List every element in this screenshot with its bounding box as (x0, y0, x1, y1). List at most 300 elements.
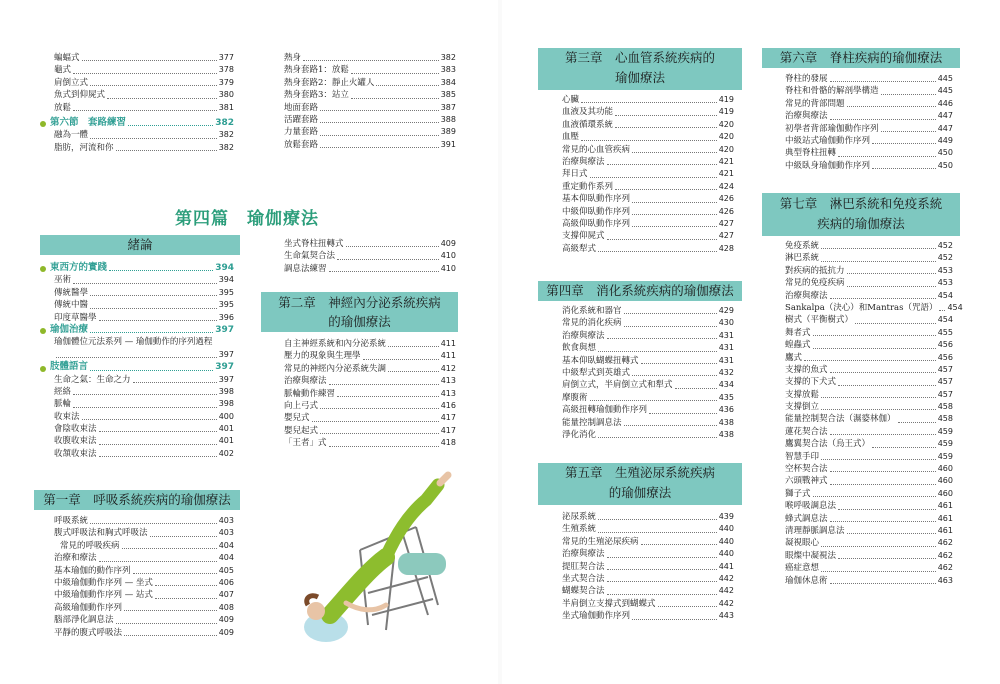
dot-leader (813, 348, 936, 349)
toc-entry-title: 高級扭轉瑜伽動作序列 (562, 405, 648, 416)
toc-entry[interactable] (785, 85, 953, 97)
dot-leader (329, 446, 439, 447)
dot-leader (337, 259, 439, 260)
toc-entry-title: 嬰兒式 (284, 413, 310, 424)
dot-leader (590, 400, 717, 401)
toc-entry-page: 452 (937, 253, 953, 263)
toc-entry[interactable] (562, 523, 734, 535)
toc-entry[interactable] (785, 265, 953, 277)
toc-entry[interactable] (785, 73, 953, 85)
toc-entry[interactable] (785, 314, 953, 326)
toc-entry-title: 舞者式 (785, 327, 811, 338)
toc-entry[interactable] (562, 168, 734, 180)
toc-entry-title: 眼燦中凝視法 (785, 550, 837, 561)
toc-entry[interactable] (284, 250, 456, 262)
toc-entry[interactable] (40, 515, 234, 527)
dot-leader (107, 98, 217, 99)
toc-entry[interactable] (562, 243, 734, 255)
toc-entry[interactable] (562, 548, 734, 560)
toc-entry-title: 腹式呼吸法和胸式呼吸法 (54, 528, 148, 539)
toc-entry-title: 支撐的下犬式 (785, 377, 837, 388)
toc-entry-title: 治療與療法 (785, 111, 828, 122)
toc-entry-title: 支撐仰屍式 (562, 231, 605, 242)
toc-entry-page: 460 (937, 464, 953, 474)
toc-entry-page: 418 (440, 438, 456, 448)
dot-leader (830, 484, 936, 485)
toc-entry[interactable] (785, 327, 953, 339)
dot-leader (73, 110, 217, 111)
toc-entry-page: 461 (937, 525, 953, 535)
toc-entry-title: 高級仰臥動作序列 (562, 218, 631, 229)
dot-leader (813, 335, 936, 336)
toc-entry-title: 常見的神經內分泌系統失調 (284, 363, 387, 374)
dot-leader (821, 397, 936, 398)
toc-entry[interactable] (785, 438, 953, 450)
toc-entry-title: 生殖系統 (562, 524, 597, 535)
toc-entry[interactable] (54, 64, 234, 76)
toc-entry[interactable] (562, 511, 734, 523)
toc-entry-page: 387 (440, 102, 456, 112)
toc-entry-title: 脊柱和骨骼的解剖學構造 (785, 86, 879, 97)
toc-entry[interactable] (562, 379, 734, 391)
toc-entry-title: 六頭戰神式 (785, 476, 828, 487)
toc-section[interactable] (40, 361, 234, 373)
chapter5-list (562, 511, 734, 623)
toc-entry[interactable] (785, 277, 953, 289)
toc-entry[interactable] (284, 126, 456, 138)
toc-entry-page: 389 (440, 127, 456, 137)
toc-entry-title: 中級瑜伽動作序列 — 站式 (54, 590, 153, 601)
toc-entry-page: 462 (937, 538, 953, 548)
toc-entry-page: 458 (937, 414, 953, 424)
toc-section[interactable] (40, 262, 234, 274)
toc-entry-page: 382 (218, 130, 234, 140)
toc-entry-page: 403 (218, 528, 234, 538)
toc-entry-title: 常見的心血管疾病 (562, 144, 631, 155)
dot-leader (312, 421, 439, 422)
dot-leader (881, 131, 936, 132)
toc-entry[interactable] (40, 312, 234, 324)
dot-leader (821, 409, 936, 410)
toc-entry-page: 409 (218, 615, 234, 625)
toc-entry-title: 「王者」式 (284, 438, 327, 449)
toc-entry[interactable] (284, 338, 456, 350)
toc-entry-page: 385 (440, 90, 456, 100)
dot-leader (838, 156, 936, 157)
toc-entry-title: 熱身 (284, 52, 302, 63)
toc-entry-title: 脈輪動作練習 (284, 388, 336, 399)
dot-leader (821, 571, 936, 572)
toc-entry-title: 蓮花契合法 (785, 426, 828, 437)
toc-entry[interactable] (284, 263, 456, 275)
toc-entry[interactable] (562, 355, 734, 367)
toc-entry[interactable] (785, 562, 953, 574)
toc-entry-page: 453 (937, 265, 953, 275)
dot-leader (90, 85, 217, 86)
toc-entry[interactable] (40, 411, 234, 423)
toc-entry-page: 397 (218, 374, 234, 384)
toc-entry-title: 生命氣契合法 (284, 251, 336, 262)
toc-entry[interactable] (562, 156, 734, 168)
chapter7-list (785, 240, 963, 587)
toc-entry[interactable] (284, 400, 456, 412)
toc-entry[interactable] (284, 412, 456, 424)
toc-entry[interactable] (785, 147, 953, 159)
toc-entry-page: 440 (718, 549, 734, 559)
toc-entry[interactable] (785, 401, 953, 413)
dot-leader (632, 226, 717, 227)
dot-leader (99, 431, 217, 432)
toc-entry-page: 420 (718, 132, 734, 142)
toc-entry-title: 熱身套路1：放鬆 (284, 65, 349, 76)
toc-entry[interactable] (562, 342, 734, 354)
dot-leader (847, 106, 936, 107)
toc-entry[interactable] (40, 435, 234, 447)
toc-entry[interactable] (54, 77, 234, 89)
toc-entry[interactable] (40, 349, 234, 361)
toc-entry[interactable] (284, 388, 456, 400)
toc-entry[interactable] (284, 437, 456, 449)
toc-entry[interactable] (785, 110, 953, 122)
toc-entry[interactable] (284, 114, 456, 126)
toc-entry[interactable] (785, 364, 953, 376)
toc-entry-title: 巫術 (54, 275, 72, 286)
toc-entry[interactable] (785, 550, 953, 562)
toc-entry[interactable] (562, 230, 734, 242)
toc-entry[interactable] (40, 577, 234, 589)
toc-entry-page: 431 (718, 343, 734, 353)
toc-entry[interactable] (40, 614, 234, 626)
toc-entry[interactable] (785, 537, 953, 549)
dot-leader (624, 313, 717, 314)
toc-entry-title: 呼吸系統 (54, 515, 89, 526)
toc-entry[interactable] (40, 589, 234, 601)
toc-entry[interactable] (40, 287, 234, 299)
toc-entry[interactable] (785, 525, 953, 537)
dot-leader (116, 150, 217, 151)
dot-leader (632, 375, 717, 376)
toc-entry-page: 456 (937, 340, 953, 350)
toc-entry[interactable] (785, 160, 953, 172)
toc-entry[interactable] (562, 317, 734, 329)
toc-entry[interactable] (785, 513, 953, 525)
toc-entry[interactable] (562, 305, 734, 317)
toc-entry-title: 心臟 (562, 94, 580, 105)
toc-entry[interactable] (40, 565, 234, 577)
toc-entry-page: 404 (218, 540, 234, 550)
toc-entry-title: 瑜伽體位元法系列 — 瑜伽動作的序列過程 (54, 337, 213, 348)
toc-entry[interactable] (562, 610, 734, 622)
left-col-b-top (284, 52, 456, 151)
toc-entry-page: 427 (718, 218, 734, 228)
toc-entry[interactable] (562, 367, 734, 379)
toc-entry[interactable] (562, 330, 734, 342)
dot-leader (830, 521, 936, 522)
toc-entry-page: 396 (218, 312, 234, 322)
chapter3-header: 第三章 心血管系統疾病的 瑜伽療法 (538, 48, 742, 90)
toc-entry-title: 向上弓式 (284, 400, 319, 411)
toc-entry-page: 449 (937, 135, 953, 145)
dot-leader (124, 610, 217, 611)
chapter1-header: 第一章 呼吸系統疾病的瑜伽療法 (34, 490, 240, 510)
toc-entry[interactable] (785, 451, 953, 463)
toc-entry[interactable] (785, 240, 953, 252)
toc-entry[interactable] (785, 252, 953, 264)
toc-entry-title: 治療與療法 (785, 290, 828, 301)
chapter4-col (562, 305, 734, 441)
toc-entry[interactable] (785, 488, 953, 500)
toc-entry-title: 生命之氣：生命之力 (54, 374, 131, 385)
toc-entry-title: 腦部淨化調息法 (54, 615, 114, 626)
dot-leader (658, 606, 717, 607)
toc-entry-page: 419 (718, 107, 734, 117)
toc-entry[interactable] (562, 94, 734, 106)
toc-entry-page: 408 (218, 602, 234, 612)
list-col-a-top (40, 52, 234, 114)
toc-entry-page: 432 (718, 367, 734, 377)
toc-entry-page: 407 (218, 590, 234, 600)
toc-entry[interactable] (284, 64, 456, 76)
toc-entry[interactable] (284, 139, 456, 151)
toc-entry-page: 412 (440, 363, 456, 373)
dot-leader (337, 396, 439, 397)
toc-entry[interactable] (40, 423, 234, 435)
toc-entry-page: 397 (215, 324, 234, 335)
toc-entry[interactable] (785, 98, 953, 110)
toc-entry[interactable] (40, 540, 234, 552)
yoga-figure-illustration (268, 465, 478, 655)
toc-entry[interactable] (284, 102, 456, 114)
toc-entry[interactable] (40, 552, 234, 564)
toc-entry-page: 450 (937, 148, 953, 158)
toc-entry-page: 446 (937, 98, 953, 108)
toc-entry[interactable] (562, 598, 734, 610)
toc-entry-page: 440 (718, 536, 734, 546)
toc-entry[interactable] (562, 585, 734, 597)
toc-entry[interactable] (54, 89, 234, 101)
dot-leader (855, 323, 936, 324)
toc-entry[interactable] (284, 350, 456, 362)
dot-leader (598, 532, 717, 533)
dot-leader (133, 382, 217, 383)
toc-entry[interactable] (40, 448, 234, 460)
toc-entry-page: 421 (718, 169, 734, 179)
dot-leader (598, 251, 717, 252)
toc-entry-page: 397 (218, 349, 234, 359)
dot-leader (320, 122, 439, 123)
toc-entry-page: 377 (218, 52, 234, 62)
section-sixth[interactable]: 第六節 套路練習 382 (40, 117, 234, 129)
toc-entry-title: 中級瑜伽動作序列 — 坐式 (54, 577, 153, 588)
dot-leader (581, 102, 717, 103)
toc-entry[interactable] (785, 352, 953, 364)
toc-entry[interactable] (785, 123, 953, 135)
toc-entry[interactable] (562, 119, 734, 131)
toc-entry-title: 清理靜脈調息法 (785, 525, 845, 536)
dot-leader (830, 434, 936, 435)
toc-entry[interactable] (562, 404, 734, 416)
toc-entry-page: 401 (218, 436, 234, 446)
toc-entry[interactable] (562, 561, 734, 573)
toc-entry-page: 434 (718, 380, 734, 390)
dot-leader (109, 270, 213, 271)
dot-leader (124, 635, 217, 636)
toc-entry-title: 凝視眼心 (785, 538, 820, 549)
dot-leader (90, 523, 217, 524)
toc-entry[interactable] (40, 398, 234, 410)
dot-leader (133, 573, 217, 574)
toc-entry-title: 鷹式 (785, 352, 803, 363)
toc-entry[interactable] (785, 426, 953, 438)
toc-entry[interactable] (54, 52, 234, 64)
toc-entry[interactable] (785, 575, 953, 587)
toc-entry[interactable] (785, 135, 953, 147)
toc-entry-page: 417 (440, 425, 456, 435)
toc-entry-title: 免疫系統 (785, 240, 820, 251)
toc-entry-page: 413 (440, 376, 456, 386)
toc-entry[interactable] (40, 299, 234, 311)
list-col-b-mid (284, 238, 456, 275)
dot-leader (376, 85, 438, 86)
toc-entry-title: 飲食與想 (562, 343, 597, 354)
toc-entry-title: 泌尿系統 (562, 511, 597, 522)
toc-entry-title: 空杯契合法 (785, 464, 828, 475)
toc-entry-page: 406 (218, 577, 234, 587)
toc-entry-title: 半肩倒立支撐式到蝴蝶式 (562, 598, 656, 609)
dot-leader (830, 471, 936, 472)
toc-entry-page: 455 (937, 327, 953, 337)
toc-entry[interactable] (284, 425, 456, 437)
toc-entry-page: 413 (440, 388, 456, 398)
toc-entry-page: 450 (937, 160, 953, 170)
toc-entry-page: 459 (937, 439, 953, 449)
toc-entry-page: 440 (718, 524, 734, 534)
dot-leader (675, 388, 717, 389)
toc-entry-title: 淋巴系統 (785, 253, 820, 264)
toc-entry[interactable] (40, 602, 234, 614)
toc-entry[interactable] (284, 52, 456, 64)
dot-leader (155, 585, 217, 586)
toc-entry[interactable] (562, 106, 734, 118)
toc-entry[interactable] (785, 413, 953, 425)
toc-entry-page: 431 (718, 330, 734, 340)
toc-entry[interactable] (785, 463, 953, 475)
toc-entry[interactable] (562, 193, 734, 205)
toc-entry[interactable] (562, 536, 734, 548)
toc-entry-title: 能量控制契合法（濕婆林伽） (785, 414, 896, 425)
dot-leader (99, 456, 217, 457)
toc-entry-title: 初學者背部瑜伽動作序列 (785, 123, 879, 134)
toc-entry[interactable] (785, 389, 953, 401)
dot-leader (632, 214, 717, 215)
toc-entry[interactable] (562, 131, 734, 143)
toc-entry[interactable] (284, 77, 456, 89)
dot-leader (838, 385, 936, 386)
dot-leader (116, 623, 217, 624)
toc-entry[interactable] (562, 181, 734, 193)
toc-entry-title: 收腹收束法 (54, 436, 97, 447)
toc-entry[interactable] (54, 142, 234, 154)
toc-entry[interactable] (562, 392, 734, 404)
toc-entry-title: 血液循環系統 (562, 119, 614, 130)
toc-entry[interactable] (40, 336, 234, 348)
toc-entry-title: 平靜的腹式呼吸法 (54, 627, 123, 638)
bullet-icon (40, 266, 46, 272)
toc-entry-title: 瑜伽休息術 (785, 575, 828, 586)
dot-leader (598, 519, 717, 520)
dot-leader (56, 357, 217, 358)
toc-entry[interactable] (54, 102, 234, 114)
toc-entry-title: 放鬆套路 (284, 139, 319, 150)
toc-entry-page: 441 (718, 561, 734, 571)
toc-entry[interactable] (785, 475, 953, 487)
toc-entry[interactable] (562, 573, 734, 585)
toc-entry[interactable] (785, 500, 953, 512)
toc-entry[interactable] (562, 429, 734, 441)
dot-leader (607, 581, 717, 582)
dot-leader (329, 384, 439, 385)
toc-entry[interactable] (785, 339, 953, 351)
toc-entry[interactable] (562, 417, 734, 429)
toc-entry[interactable] (40, 627, 234, 639)
dot-leader (155, 598, 217, 599)
toc-entry-title: 力量套路 (284, 127, 319, 138)
toc-entry[interactable] (785, 290, 953, 302)
toc-entry-page: 453 (937, 278, 953, 288)
toc-entry[interactable] (284, 238, 456, 250)
toc-entry-title: 高級瑜伽動作序列 (54, 602, 123, 613)
toc-entry-title: 融為一體 (54, 130, 89, 141)
toc-entry[interactable] (40, 274, 234, 286)
chapter7-col (785, 240, 963, 587)
toc-entry-title: 坐式脊柱扭轉式 (284, 238, 344, 249)
toc-entry-page: 457 (937, 389, 953, 399)
toc-entry[interactable] (40, 374, 234, 386)
toc-entry-page: 457 (937, 364, 953, 374)
toc-entry[interactable] (785, 302, 963, 314)
toc-entry[interactable] (54, 129, 234, 141)
toc-entry-page: 460 (937, 476, 953, 486)
toc-entry-title: 支撐倒立 (785, 402, 820, 413)
toc-entry-page: 402 (218, 448, 234, 458)
toc-entry[interactable] (562, 218, 734, 230)
toc-entry-page: 426 (718, 194, 734, 204)
chapter3-list (562, 94, 734, 255)
chapter3-col (562, 94, 734, 255)
toc-entry-page: 454 (937, 315, 953, 325)
toc-entry[interactable] (284, 375, 456, 387)
toc-section[interactable] (40, 324, 234, 336)
dot-leader (388, 346, 439, 347)
toc-entry[interactable] (40, 386, 234, 398)
toc-entry[interactable] (40, 527, 234, 539)
toc-entry-page: 457 (937, 377, 953, 387)
toc-entry[interactable] (785, 376, 953, 388)
toc-entry[interactable] (284, 363, 456, 375)
dot-leader (641, 544, 717, 545)
toc-entry[interactable] (562, 206, 734, 218)
chapter1-list (40, 515, 234, 639)
dot-leader (329, 271, 439, 272)
toc-entry[interactable] (562, 144, 734, 156)
toc-entry[interactable] (284, 89, 456, 101)
toc-entry-title: 鷹翼契合法（烏王式） (785, 439, 871, 450)
toc-entry-title: 肩倒立式 (54, 77, 89, 88)
toc-entry-title: 治療和療法 (54, 553, 97, 564)
dot-leader (632, 619, 717, 620)
toc-entry-page: 382 (440, 52, 456, 62)
toc-entry-title: 壓力的現象與生理學 (284, 351, 361, 362)
